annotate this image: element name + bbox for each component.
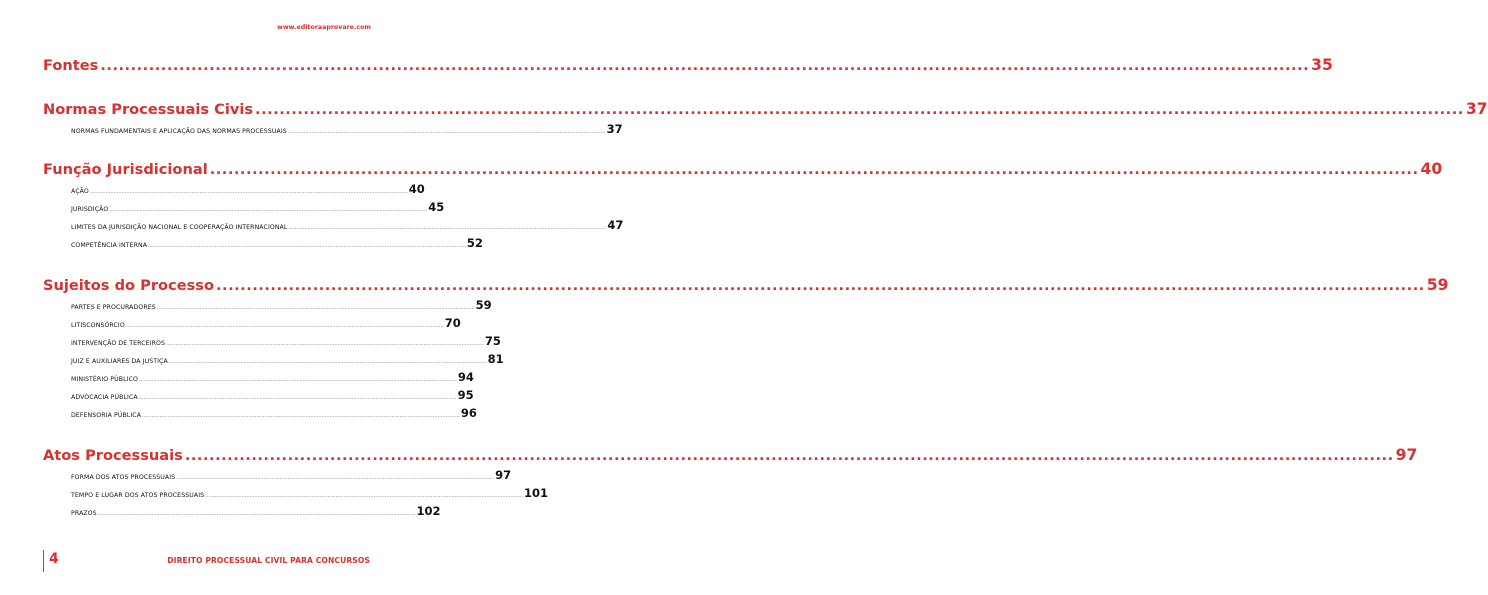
section-title: Normas Processuais Civis	[43, 101, 254, 118]
subsection-title: ADVOCACIA PÚBLICA	[71, 394, 138, 401]
subsection-title: COMPETÊNCIA INTERNA	[71, 242, 148, 249]
section-title: Sujeitos do Processo	[43, 277, 214, 294]
toc-subsection-entry[interactable]	[71, 406, 477, 424]
toc-section-entry[interactable]	[43, 56, 1333, 74]
dot-leader: ........................................................................................................................................................................................................	[138, 377, 457, 383]
dot-leader: ........................................................................................................................................................................................................	[89, 189, 408, 195]
dot-leader: ........................................................................................................................................................................................................	[156, 305, 475, 311]
dot-leader: ........................................................................................................................................................................................................	[125, 323, 444, 329]
subsection-title: NORMAS FUNDAMENTAIS E APLICAÇÃO DAS NORMAS PROCESSUAIS	[71, 128, 287, 135]
toc-subsection-entry[interactable]	[71, 298, 492, 316]
toc-section-entry[interactable]	[43, 100, 1488, 118]
subsection-title: INTERVENÇÃO DE TERCEIROS	[71, 340, 166, 347]
section-title: Função Jurisdicional	[43, 161, 208, 178]
toc-section	[43, 56, 1333, 74]
dot-leader: ........................................................................................................................................................................................................	[100, 57, 1310, 74]
subsection-title: LIMITES DA JURISDIÇÃO NACIONAL E COOPERAÇÃO INTERNACIONAL	[71, 224, 288, 231]
dot-leader: ........................................................................................................................................................................................................	[148, 243, 466, 249]
dot-leader: ........................................................................................................................................................................................................	[184, 447, 1394, 464]
dot-leader: ........................................................................................................................................................................................................	[255, 101, 1464, 118]
page-number: 4	[49, 551, 59, 567]
toc-subsection-entry[interactable]	[71, 370, 474, 388]
subsection-page-number: 40	[408, 182, 425, 196]
site-url[interactable]: www.editoraaprovare.com	[277, 24, 371, 31]
toc-subsection-entry[interactable]	[71, 182, 425, 200]
section-page-number: 40	[1420, 160, 1443, 178]
dot-leader: ........................................................................................................................................................................................................	[209, 161, 1419, 178]
subsection-page-number: 47	[607, 218, 624, 232]
dot-leader: ........................................................................................................................................................................................................	[288, 225, 607, 231]
subsection-page-number: 95	[457, 388, 474, 402]
dot-leader: ........................................................................................................................................................................................................	[168, 359, 487, 365]
toc-section-entry[interactable]	[43, 276, 1449, 294]
toc-subsection-entry[interactable]	[71, 504, 441, 522]
footer-divider	[43, 550, 44, 572]
toc-subsection-entry[interactable]	[71, 352, 504, 370]
toc-subsection-entry[interactable]	[71, 316, 461, 334]
section-page-number: 59	[1426, 276, 1449, 294]
dot-leader: ........................................................................................................................................................................................................	[176, 475, 495, 481]
subsection-page-number: 81	[487, 352, 504, 366]
toc-subsection-entry[interactable]	[71, 468, 512, 486]
section-page-number: 35	[1311, 56, 1333, 74]
subsection-title: FORMA DOS ATOS PROCESSUAIS	[71, 474, 176, 481]
dot-leader: ........................................................................................................................................................................................................	[166, 341, 484, 347]
subsection-page-number: 70	[444, 316, 461, 330]
dot-leader: ........................................................................................................................................................................................................	[287, 129, 606, 135]
subsection-page-number: 45	[428, 200, 445, 214]
toc-subsection-entry[interactable]	[71, 388, 474, 406]
toc-subsection-entry[interactable]	[71, 200, 445, 218]
toc-subsection-entry[interactable]	[71, 334, 501, 352]
toc-subsection-entry[interactable]	[71, 236, 483, 254]
subsection-list	[71, 122, 623, 140]
subsection-title: PRAZOS	[71, 510, 97, 517]
subsection-title: PARTES E PROCURADORES	[71, 304, 156, 311]
subsection-title: JURISDIÇÃO	[71, 206, 109, 213]
dot-leader: ........................................................................................................................................................................................................	[205, 493, 524, 499]
subsection-title: JUIZ E AUXILIARES DA JUSTIÇA	[71, 358, 168, 365]
book-title: DIREITO PROCESSUAL CIVIL PARA CONCURSOS	[167, 556, 370, 565]
section-title: Atos Processuais	[43, 447, 183, 464]
toc-subsection-entry[interactable]	[71, 122, 623, 140]
section-title: Fontes	[43, 57, 99, 74]
subsection-title: DEFENSORIA PÚBLICA	[71, 412, 142, 419]
subsection-list	[71, 468, 549, 522]
subsection-title: MINISTÉRIO PÚBLICO	[71, 376, 138, 383]
subsection-list	[71, 182, 624, 254]
subsection-page-number: 75	[484, 334, 501, 348]
subsection-title: AÇÃO	[71, 188, 89, 195]
dot-leader: ........................................................................................................................................................................................................	[142, 413, 460, 419]
dot-leader: ........................................................................................................................................................................................................	[109, 207, 428, 213]
toc-section	[43, 446, 1418, 522]
toc-subsection-entry[interactable]	[71, 486, 549, 504]
subsection-page-number: 59	[475, 298, 492, 312]
section-page-number: 37	[1465, 100, 1488, 118]
dot-leader: ........................................................................................................................................................................................................	[97, 511, 416, 517]
dot-leader: ........................................................................................................................................................................................................	[138, 395, 457, 401]
toc-section	[43, 276, 1449, 424]
subsection-page-number: 97	[495, 468, 512, 482]
subsection-page-number: 94	[457, 370, 474, 384]
subsection-page-number: 37	[606, 122, 623, 136]
toc-section	[43, 160, 1443, 254]
subsection-title: LITISCONSÓRCIO	[71, 322, 125, 329]
subsection-page-number: 52	[466, 236, 483, 250]
toc-section-entry[interactable]	[43, 160, 1443, 178]
toc-section	[43, 100, 1488, 140]
subsection-page-number: 96	[460, 406, 477, 420]
subsection-page-number: 101	[524, 486, 549, 500]
toc-subsection-entry[interactable]	[71, 218, 624, 236]
subsection-title: TEMPO E LUGAR DOS ATOS PROCESSUAIS	[71, 492, 205, 499]
dot-leader: ........................................................................................................................................................................................................	[216, 277, 1425, 294]
subsection-list	[71, 298, 504, 424]
toc-section-entry[interactable]	[43, 446, 1418, 464]
subsection-page-number: 102	[416, 504, 441, 518]
section-page-number: 97	[1395, 446, 1418, 464]
